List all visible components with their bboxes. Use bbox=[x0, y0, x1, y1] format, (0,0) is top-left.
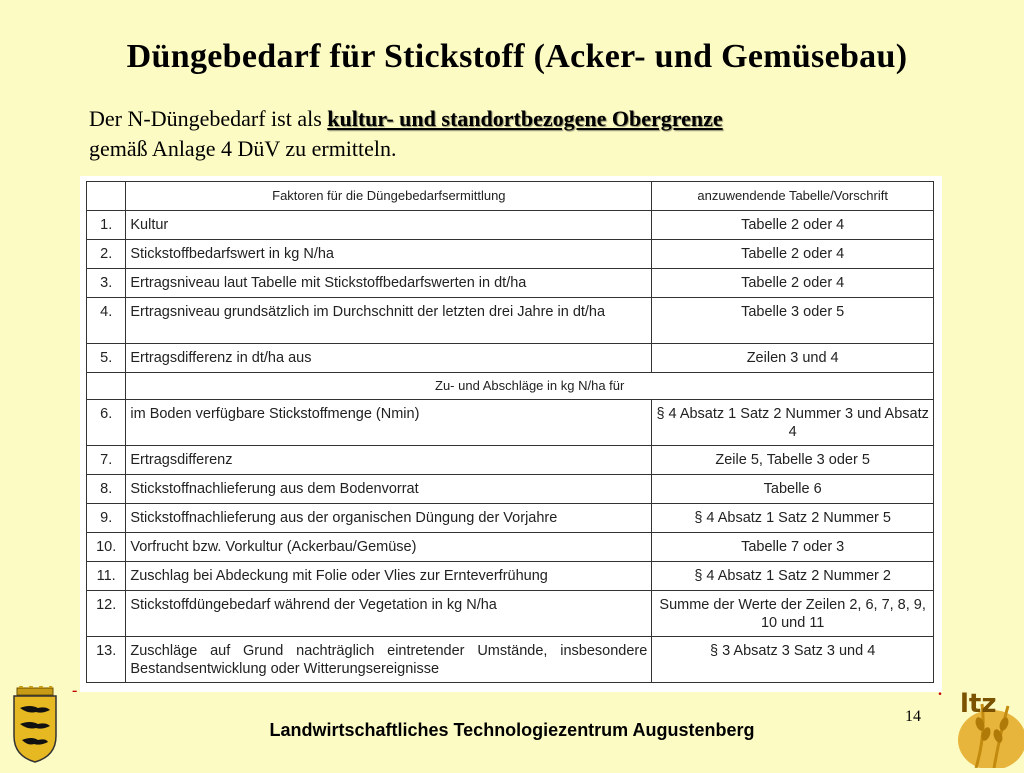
fertilizer-factors-table bbox=[86, 181, 934, 683]
row-rule: Tabelle 7 oder 3 bbox=[652, 533, 934, 562]
table-row bbox=[87, 269, 934, 298]
intro-text-after: gemäß Anlage 4 DüV zu ermitteln. bbox=[89, 136, 397, 161]
row-rule: Tabelle 2 oder 4 bbox=[652, 269, 934, 298]
row-num: 4. bbox=[87, 298, 126, 344]
row-factor: Kultur bbox=[126, 211, 652, 240]
header-rule: anzuwendende Tabelle/Vorschrift bbox=[652, 182, 934, 211]
row-rule: Summe der Werte der Zeilen 2, 6, 7, 8, 9, 10 und 11 bbox=[652, 591, 934, 637]
row-rule: § 4 Absatz 1 Satz 2 Nummer 3 und Absatz 4 bbox=[652, 400, 934, 446]
row-factor: Zuschläge auf Grund nachträglich eintretender Umstände, insbesondere Bestandsentwicklung oder Witterungsereignisse bbox=[126, 637, 652, 683]
table-row bbox=[87, 240, 934, 269]
table-row bbox=[87, 475, 934, 504]
row-num: 13. bbox=[87, 637, 126, 683]
table-row bbox=[87, 591, 934, 637]
row-rule: Zeilen 3 und 4 bbox=[652, 344, 934, 373]
intro-emphasis: kultur- und standortbezogene Obergrenze bbox=[327, 106, 723, 131]
logo-text: ltz bbox=[960, 689, 997, 719]
row-factor: Stickstoffnachlieferung aus dem Bodenvorrat bbox=[126, 475, 652, 504]
row-num: 6. bbox=[87, 400, 126, 446]
row-rule: § 4 Absatz 1 Satz 2 Nummer 5 bbox=[652, 504, 934, 533]
row-factor: Zuschlag bei Abdeckung mit Folie oder Vlies zur Ernteverfrühung bbox=[126, 562, 652, 591]
row-rule: § 4 Absatz 1 Satz 2 Nummer 2 bbox=[652, 562, 934, 591]
row-factor: Ertragsdifferenz in dt/ha aus bbox=[126, 344, 652, 373]
red-dash-left: - bbox=[72, 682, 78, 699]
row-rule: Tabelle 6 bbox=[652, 475, 934, 504]
section-num bbox=[87, 373, 126, 400]
row-num: 9. bbox=[87, 504, 126, 533]
row-num: 8. bbox=[87, 475, 126, 504]
row-num: 12. bbox=[87, 591, 126, 637]
row-num: 3. bbox=[87, 269, 126, 298]
table-row bbox=[87, 446, 934, 475]
row-rule: Tabelle 3 oder 5 bbox=[652, 298, 934, 344]
table-row bbox=[87, 637, 934, 683]
row-factor: Stickstoffbedarfswert in kg N/ha bbox=[126, 240, 652, 269]
table-row bbox=[87, 344, 934, 373]
row-num: 5. bbox=[87, 344, 126, 373]
row-factor: Ertragsniveau laut Tabelle mit Stickstoffbedarfswerten in dt/ha bbox=[126, 269, 652, 298]
page-number: 14 bbox=[905, 708, 921, 725]
table-row bbox=[87, 211, 934, 240]
header-factor: Faktoren für die Düngebedarfsermittlung bbox=[126, 182, 652, 211]
section-row bbox=[87, 373, 934, 400]
row-num: 2. bbox=[87, 240, 126, 269]
row-factor: Ertragsniveau grundsätzlich im Durchschnitt der letzten drei Jahre in dt/ha bbox=[126, 298, 652, 344]
table-row bbox=[87, 400, 934, 446]
row-factor: Stickstoffdüngebedarf während der Vegetation in kg N/ha bbox=[126, 591, 652, 637]
section-label: Zu- und Abschläge in kg N/ha für bbox=[126, 373, 934, 400]
row-num: 10. bbox=[87, 533, 126, 562]
row-rule: Tabelle 2 oder 4 bbox=[652, 211, 934, 240]
row-factor: Stickstoffnachlieferung aus der organischen Düngung der Vorjahre bbox=[126, 504, 652, 533]
fertilizer-factors-panel bbox=[80, 176, 942, 692]
row-factor: Vorfrucht bzw. Vorkultur (Ackerbau/Gemüse) bbox=[126, 533, 652, 562]
header-num bbox=[87, 182, 126, 211]
row-rule: § 3 Absatz 3 Satz 3 und 4 bbox=[652, 637, 934, 683]
footer-organization: Landwirtschaftliches Technologiezentrum Augustenberg bbox=[269, 720, 755, 740]
row-rule: Zeile 5, Tabelle 3 oder 5 bbox=[652, 446, 934, 475]
table-header-row bbox=[87, 182, 934, 211]
row-rule: Tabelle 2 oder 4 bbox=[652, 240, 934, 269]
intro-text-before: Der N-Düngebedarf ist als bbox=[89, 106, 328, 131]
ltz-logo-icon bbox=[946, 684, 1024, 768]
table-row bbox=[87, 298, 934, 344]
row-num: 11. bbox=[87, 562, 126, 591]
table-row bbox=[87, 533, 934, 562]
row-factor: Ertragsdifferenz bbox=[126, 446, 652, 475]
table-row bbox=[87, 562, 934, 591]
intro-text bbox=[89, 104, 969, 164]
table-row bbox=[87, 504, 934, 533]
row-factor: im Boden verfügbare Stickstoffmenge (Nmin) bbox=[126, 400, 652, 446]
row-num: 7. bbox=[87, 446, 126, 475]
slide-title: Düngebedarf für Stickstoff (Acker- und Gemüsebau) bbox=[126, 38, 908, 75]
row-num: 1. bbox=[87, 211, 126, 240]
